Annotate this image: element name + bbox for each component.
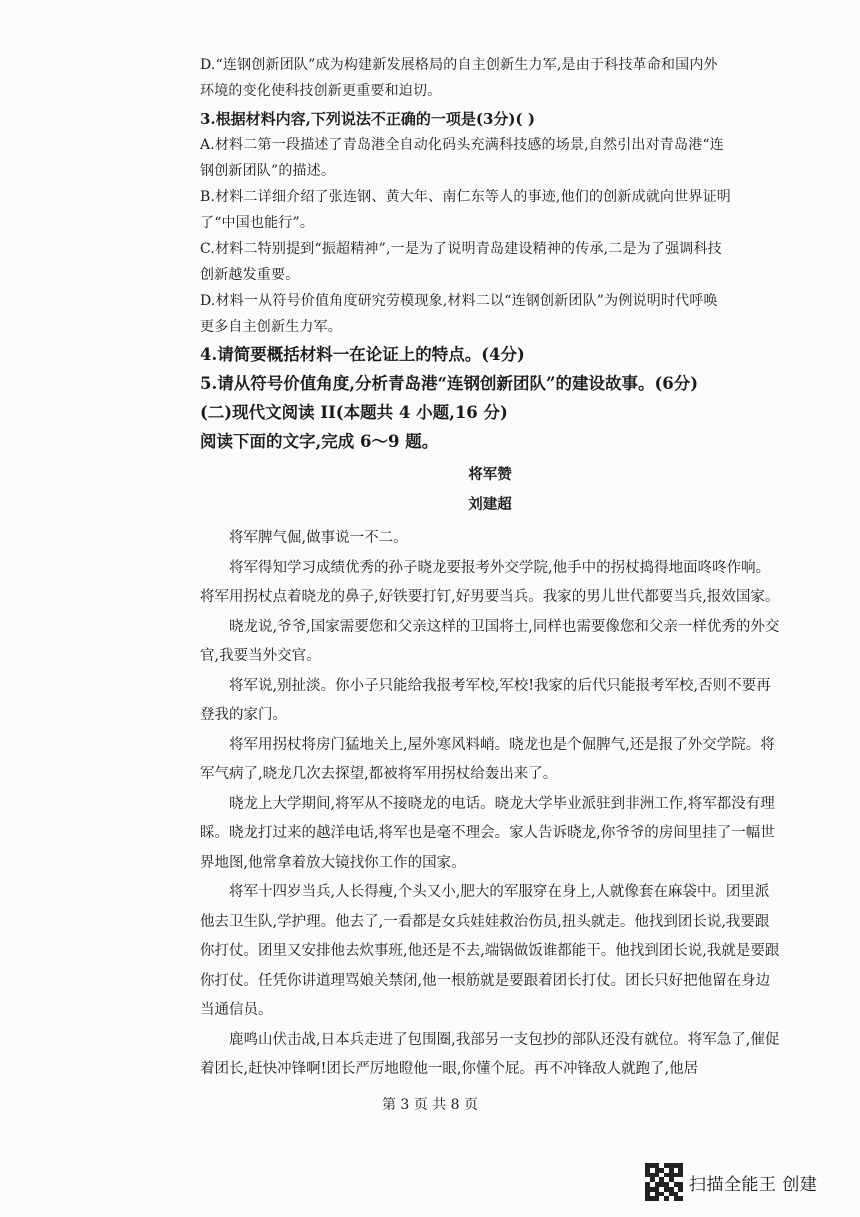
question-5: 5.请从符号价值角度,分析青岛港“连钢创新团队”的建设故事。(6分)	[200, 374, 699, 393]
story-paragraph: 将军用拐杖将房门猛地关上,屋外寒风料峭。晓龙也是个倔脾气,还是报了外交学院。将军气病了,晓龙几次去探望,都被将军用拐杖给轰出来了。	[200, 736, 775, 782]
page-footer: 第 3 页 共 8 页	[381, 1097, 479, 1113]
option-d-line-2: 环境的变化使科技创新更重要和迫切。	[200, 83, 442, 99]
story-paragraph: 将军说,别扯淡。你小子只能给我报考军校,军校!我家的后代只能报考军校,否则不要再登我的家门。	[200, 677, 771, 723]
question-3: 3.根据材料内容,下列说法不正确的一项是(3分)( )	[200, 110, 535, 128]
story-body	[200, 524, 780, 1085]
watermark-text: 扫描全能王 创建	[689, 1174, 818, 1195]
story-paragraph: 将军得知学习成绩优秀的孙子晓龙要报考外交学院,他手中的拐杖捣得地面咚咚作响。将军用拐杖点着晓龙的鼻子,好铁要打钉,好男要当兵。我家的男儿世代都要当兵,报效国家。	[200, 559, 780, 605]
option-d2-line-1: D.材料一从符号价值角度研究劳模现象,材料二以“连钢创新团队”为例说明时代呼唤	[200, 293, 718, 309]
option-c-line-2: 创新越发重要。	[200, 267, 300, 283]
qr-code-icon	[645, 1163, 683, 1201]
question-4: 4.请简要概括材料一在论证上的特点。(4分)	[200, 345, 525, 364]
story-author: 刘建超	[468, 496, 512, 513]
section-heading: (二)现代文阅读 II(本题共 4 小题,16 分)	[200, 403, 508, 422]
reading-instruction: 阅读下面的文字,完成 6～9 题。	[200, 432, 439, 451]
story-paragraph: 鹿鸣山伏击战,日本兵走进了包围圈,我部另一支包抄的部队还没有就位。将军急了,催促着团长,赶快冲锋啊!团长严厉地瞪他一眼,你懂个屁。再不冲锋敌人就跑了,他居	[200, 1031, 780, 1077]
story-paragraph: 晓龙说,爷爷,国家需要您和父亲这样的卫国将士,同样也需要像您和父亲一样优秀的外交官,我要当外交官。	[200, 618, 780, 664]
option-c-line-1: C.材料二特别提到“振超精神”,一是为了说明青岛建设精神的传承,二是为了强调科技	[200, 241, 722, 257]
option-b-line-1: B.材料二详细介绍了张连钢、黄大年、南仁东等人的事迹,他们的创新成就向世界证明	[200, 189, 731, 205]
scanner-watermark	[645, 1163, 817, 1201]
page-content	[200, 52, 780, 1085]
story-paragraph: 晓龙上大学期间,将军从不接晓龙的电话。晓龙大学毕业派驻到非洲工作,将军都没有理睬。晓龙打过来的越洋电话,将军也是毫不理会。家人告诉晓龙,你爷爷的房间里挂了一幅世界地图,他常拿着放大镜找你工作的国家。	[200, 795, 775, 871]
option-a-line-1: A.材料二第一段描述了青岛港全自动化码头充满科技感的场景,自然引出对青岛港“连	[200, 137, 724, 153]
story-paragraph: 将军脾气倔,做事说一不二。	[229, 530, 408, 546]
story-paragraph: 将军十四岁当兵,人长得瘦,个头又小,肥大的军服穿在身上,人就像套在麻袋中。团里派他去卫生队,学护理。他去了,一看都是女兵娃娃救治伤员,扭头就走。他找到团长说,我要跟你打仗。团里又安排他去炊事班,他还是不去,端锅做饭谁都能干。他找到团长说,我就是要跟你打仗。任凭你讲道理骂娘关禁闭,他一根筋就是要跟着团长打仗。团长只好把他留在身边当通信员。	[200, 884, 780, 1018]
story-title: 将军赞	[468, 466, 512, 483]
option-b-line-2: 了“中国也能行”。	[200, 215, 315, 231]
option-a-line-2: 钢创新团队”的描述。	[200, 163, 336, 179]
option-d2-line-2: 更多自主创新生力军。	[200, 319, 342, 335]
option-d-line-1: D.“连钢创新团队”成为构建新发展格局的自主创新生力军,是由于科技革命和国内外	[200, 57, 718, 73]
